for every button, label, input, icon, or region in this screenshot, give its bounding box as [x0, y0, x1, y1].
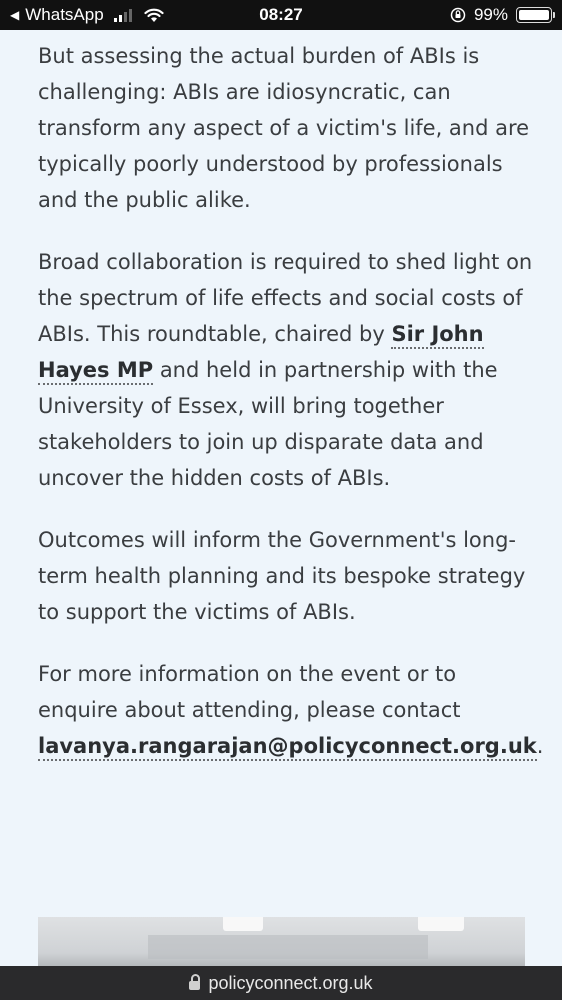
paragraph-text: and held in partnership with the University of Essex, will bring together stakeholders to join up disparate data and uncover the hidden costs of ABIs.: [38, 358, 498, 490]
paragraph-burden: But assessing the actual burden of ABIs is challenging: ABIs are idiosyncratic, can transform any aspect of a victim's life, and are typically poorly understood by professionals and the public alike.: [38, 44, 530, 212]
status-right: [450, 5, 552, 25]
battery-fill: [519, 10, 549, 20]
battery-percent: 99%: [473, 5, 508, 24]
battery-icon: [516, 7, 552, 23]
orientation-lock-icon: [450, 7, 466, 23]
paragraph-collaboration: [38, 244, 538, 496]
sir-john-hayes-link[interactable]: Sir John Hayes MP: [38, 322, 484, 385]
back-arrow-icon: ◀: [10, 8, 20, 22]
ceiling-light: [223, 917, 263, 931]
photo-shade: [148, 935, 428, 959]
paragraph-text: For more information on the event or to enquire about attending, please contact: [38, 662, 461, 722]
ceiling-light: [418, 917, 464, 931]
back-app-label: WhatsApp: [25, 5, 104, 24]
clock: 08:27: [259, 5, 303, 24]
paragraph-outcomes: Outcomes will inform the Government's long-term health planning and its bespoke strategy to support the victims of ABIs.: [38, 528, 526, 624]
browser-address-bar[interactable]: [0, 966, 562, 1000]
article-body: [38, 38, 544, 790]
lock-icon: [189, 981, 200, 990]
url-text: policyconnect.org.uk: [208, 972, 373, 993]
paragraph-contact: [38, 656, 544, 764]
paragraph-text: Broad collaboration is required to shed light on the spectrum of life effects and social costs of ABIs. This roundtable, chaired by: [38, 250, 533, 346]
contact-email-link[interactable]: lavanya.rangarajan@policyconnect.org.uk: [38, 734, 537, 761]
status-bar: [0, 0, 562, 30]
paragraph-text: .: [536, 734, 544, 758]
